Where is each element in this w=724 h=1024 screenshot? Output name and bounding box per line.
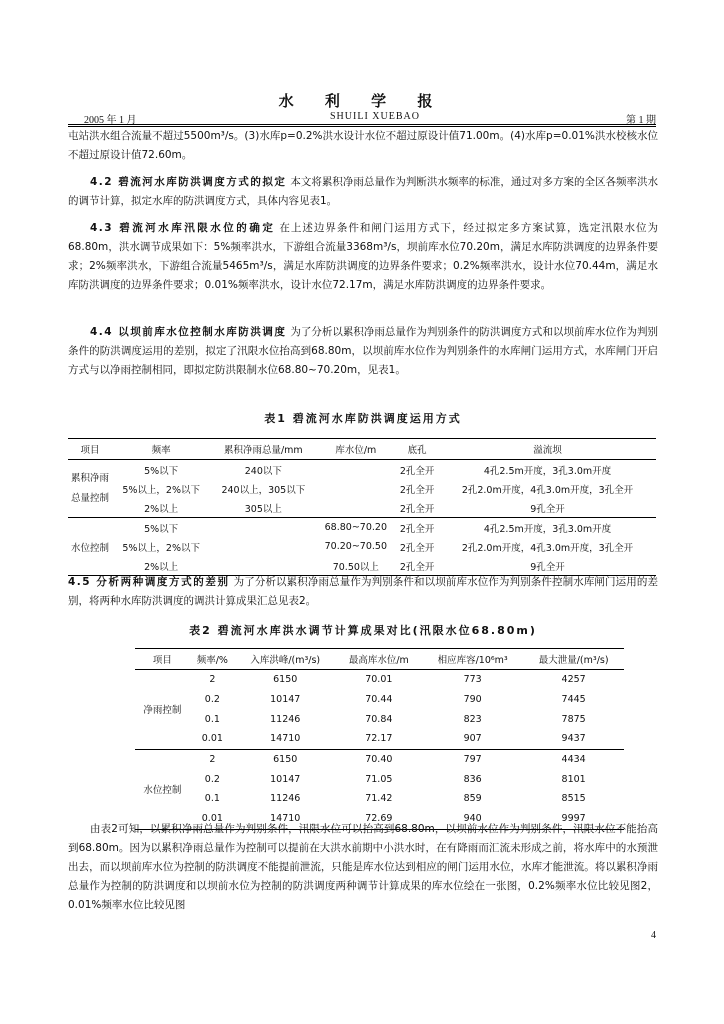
table-cell: 2孔全开 [395,498,439,518]
section-4-4 [68,323,658,380]
table-row [135,729,624,749]
table-cell: 0.2 [204,773,220,785]
table-cell: 2孔2.0m开度，4孔3.0m开度，3孔全开 [461,542,634,554]
table-cell: 10147 [270,694,301,706]
table-cell: 907 [422,729,523,749]
table-cell: 2孔全开 [395,556,439,576]
table-cell: 9孔全开 [439,498,656,518]
section-4-5 [68,573,658,611]
table-cell: 11246 [270,713,301,725]
table-cell: 70.50以上 [316,556,395,576]
section-4-2 [68,173,658,211]
table-row [68,537,656,556]
table-cell [210,518,316,538]
paragraph-conclusion: 由表2可知，以累积净雨总量作为判别条件，汛限水位可以抬高到68.80m，以坝前水位作为判别条件，汛限水位不能抬高到68.80m。因为以累积净雨总量作为控制可以提前在大洪水前期中小洪水时，在有降雨而汇流未形成之前，将水库中的水预泄出去，而以坝前库水位为控制的防洪调度不能提前泄流，只能是库水位达到相应的闸门运用水位，水库才能泄流。将以累积净雨总量作为控制的防洪调度和以坝前水位为控制的防洪调度两种调节计算成果的库水位绘在一张图，0.2%频率水位比较见图2，0.01%频率水位比较见图 [68,823,658,911]
group-label: 水位控制 [135,749,190,829]
table-cell: 14710 [235,809,336,829]
table-cell: 0.1 [204,713,220,725]
table-cell: 7445 [561,694,586,706]
table-cell: 859 [463,793,482,805]
table-cell: 70.40 [365,754,393,766]
table2 [135,648,624,830]
table-cell: 2孔全开 [399,542,435,554]
group-label: 累积净雨总量控制 [68,460,112,518]
table-row [135,690,624,710]
table-cell: 2%以上 [112,498,210,518]
table-cell: 4孔2.5m开度，3孔3.0m开度 [483,465,612,477]
table-cell [316,498,395,518]
section-body: 本文将累积净雨总量作为判断洪水频率的标准，通过对多方案的全区各频率洪水的调节计算，拟定水库的防洪调度方式，具体内容见表1。 [68,176,658,207]
header-rule [68,124,656,125]
table-header: 最高库水位/m [336,649,422,670]
table-row [135,769,624,789]
paragraph-continued: 屯站洪水组合流量不超过5500m³/s。(3)水库p=0.2%洪水设计水位不超过原设计值71.00m。(4)水库p=0.01%洪水校核水位不超过原设计值72.60m。 [68,130,658,161]
issue-date: 2005 年 1 月 [84,115,137,126]
table1-caption: 表1 碧流河水库防洪调度运用方式 [264,412,462,425]
section-body: 为了分析以累积净雨总量作为判别条件和以坝前库水位作为判别条件控制水库闸门运用的差别，将两种水库防洪调度的调洪计算成果汇总见表2。 [68,576,658,607]
table-cell: 2孔全开 [399,484,435,496]
table-cell [316,479,395,498]
table-cell: 240以下 [244,465,282,477]
group-label: 净雨控制 [135,670,190,750]
section-heading: 4.5 分析两种调度方式的差别 [68,576,230,588]
table-cell: 940 [422,809,523,829]
table-cell: 9997 [523,809,624,829]
table-cell: 71.42 [365,793,393,805]
table-header: 项目 [68,439,112,460]
section-4-3 [68,219,658,295]
table-cell: 6150 [273,754,298,766]
group-label: 水位控制 [68,518,112,576]
table-cell: 5%以上，2%以下 [122,542,200,554]
table-cell: 4257 [561,674,586,686]
section-heading: 4.2 碧流河水库防洪调度方式的拟定 [90,176,287,188]
table-cell: 0.2 [204,694,220,706]
section-body: 为了分析以累积净雨总量作为判别条件的防洪调度方式和以坝前库水位作为判别条件的防洪调度运用的差别，拟定了汛限水位抬高到68.80m，以坝前库水位作为判别条件的水库闸门运用方式，水库闸门开启方式与以净雨控制相同，即拟定防洪限制水位68.80~70.20m，见表1。 [68,326,658,376]
table-row [135,789,624,809]
table-row [68,518,656,538]
table-cell: 70.01 [365,674,393,686]
table-cell: 9437 [523,729,624,749]
table-cell: 2孔全开 [399,523,435,535]
table-cell: 70.84 [365,713,393,725]
issue-number: 第 1 期 [626,115,656,126]
table-cell: 0.01 [190,729,235,749]
section-body: 在上述边界条件和闸门运用方式下，经过拟定多方案试算，选定汛限水位为68.80m，洪水调节成果如下：5%频率洪水，下游组合流量3368m³/s，坝前库水位70.20m，满足水库防洪调度的边界条件要求；2%频率洪水，下游组合流量5465m³/s，满足水库防洪调度的边界条件要求；0.2%频率洪水，设计水位70.44m，满足水库防洪调度的边界条件要求；0.01%频率洪水，设计水位72.17m，满足水库防洪调度的边界条件要求。 [68,222,658,291]
table2-caption: 表2 碧流河水库洪水调节计算成果对比(汛限水位68.80m) [189,624,537,637]
section-heading: 4.4 以坝前库水位控制水库防洪调度 [90,326,287,338]
table-row [68,479,656,498]
table-row [68,498,656,518]
table-cell: 790 [463,694,482,706]
table-header: 频率 [112,439,210,460]
table-cell: 4434 [561,754,586,766]
table-cell: 5%以上，2%以下 [122,484,200,496]
table-header: 项目 [135,649,190,670]
table-cell: 5%以下 [144,523,179,535]
table-cell: 72.17 [336,729,422,749]
table-cell: 71.05 [365,773,393,785]
journal-title: 水 利 学 报 [278,92,446,110]
table-cell: 2孔全开 [399,465,435,477]
table-header: 溢流坝 [439,439,656,460]
table-cell: 10147 [270,773,301,785]
table-cell: 7875 [561,713,586,725]
table-header: 累积净雨总量/mm [210,439,316,460]
table-cell: 773 [463,674,482,686]
table-cell: 4孔2.5m开度，3孔3.0m开度 [483,523,612,535]
table-cell: 0.01 [190,809,235,829]
table-row [135,670,624,690]
table-cell [316,460,395,480]
table-cell: 823 [463,713,482,725]
table-header: 相应库容/10⁶m³ [422,649,523,670]
table-cell [210,537,316,556]
table-header: 底孔 [395,439,439,460]
table-cell: 8101 [561,773,586,785]
table-cell: 11246 [270,793,301,805]
table-cell: 5%以下 [144,465,179,477]
table-cell: 2%以上 [112,556,210,576]
table-cell: 70.20~70.50 [324,541,387,552]
table-cell: 2 [209,674,216,686]
table-cell: 2 [209,754,216,766]
table-header: 频率/% [190,649,235,670]
table1 [68,438,656,576]
table-cell: 836 [463,773,482,785]
table-cell: 0.1 [204,793,220,805]
page-number: 4 [651,930,656,941]
table-row [68,460,656,480]
table-cell: 6150 [273,674,298,686]
table-row [135,749,624,769]
table-cell: 14710 [235,729,336,749]
table-header: 库水位/m [316,439,395,460]
section-heading: 4.3 碧流河水库汛限水位的确定 [90,222,276,234]
journal-latin-title: SHUILI XUEBAO [330,111,420,122]
table-cell: 68.80~70.20 [324,522,387,533]
table-cell: 70.44 [365,694,393,706]
table-cell: 72.69 [336,809,422,829]
table-cell: 240以上，305以下 [221,484,306,496]
table-header: 入库洪峰/(m³/s) [235,649,336,670]
table-cell: 305以上 [210,498,316,518]
table-row [135,709,624,729]
table-header: 最大泄量/(m³/s) [523,649,624,670]
table-cell: 2孔2.0m开度，4孔3.0m开度，3孔全开 [461,484,634,496]
table-cell: 797 [463,754,482,766]
table-cell: 8515 [561,793,586,805]
table-cell: 9孔全开 [439,556,656,576]
